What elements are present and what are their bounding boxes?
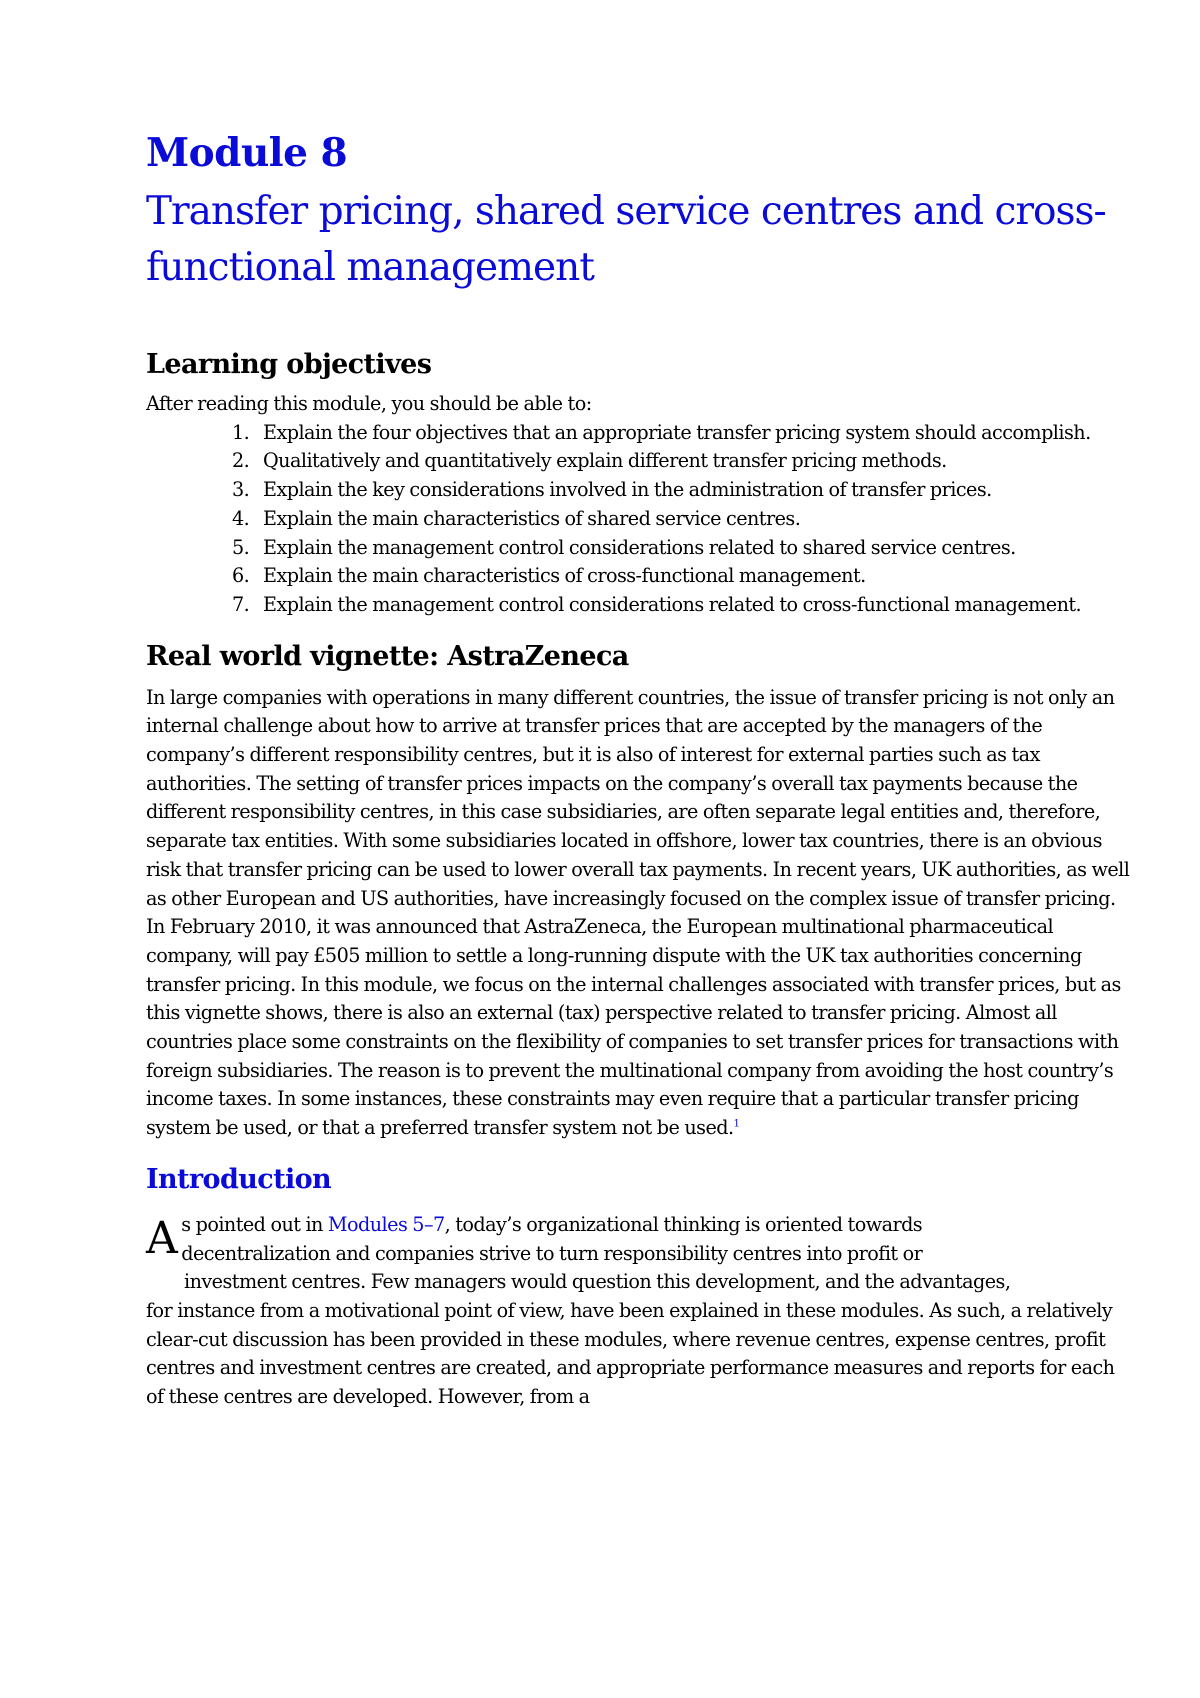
intro-rest: for instance from a motivational point of view, have been explained in these modules. As such, a relatively clear-cut discussion has been provided in these modules, where revenue centres, expense centres, profit centres and investment centres are created, and appropriate performance measures and reports for each of these centres are developed. However, from a [146, 1298, 1115, 1409]
objective-text: Explain the four objectives that an appropriate transfer pricing system should accomplish. [263, 420, 1091, 444]
introduction-heading: Introduction [146, 1163, 332, 1195]
objective-text: Qualitatively and quantitatively explain different transfer pricing methods. [263, 449, 947, 473]
objective-number: 6. [232, 564, 250, 588]
objective-number: 4. [232, 506, 250, 530]
modules-5-7-link[interactable]: Modules 5–7 [327, 1212, 445, 1236]
intro-line-2: decentralization and companies strive to turn responsibility centres into profit or [181, 1241, 923, 1265]
objective-item [146, 591, 1136, 620]
document-page [146, 128, 1136, 1412]
module-number-heading: Module 8 [146, 130, 348, 176]
objective-item [146, 534, 1136, 563]
objective-text: Explain the main characteristics of shared service centres. [263, 506, 801, 530]
objective-number: 2. [232, 449, 250, 473]
objective-number: 5. [232, 535, 250, 559]
objective-item [146, 476, 1136, 505]
intro-text-segment: s pointed out in [181, 1212, 328, 1236]
introduction-paragraph [146, 1211, 1136, 1412]
intro-line-3: investment centres. Few managers would question this development, and the advantages, [184, 1270, 1011, 1294]
vignette-paragraph [146, 684, 1136, 1143]
objective-item [146, 447, 1136, 476]
objective-number: 1. [232, 420, 250, 444]
objective-text: Explain the main characteristics of cross-functional management. [263, 564, 866, 588]
module-title-heading: Transfer pricing, shared service centres and cross-functional management [146, 189, 1106, 290]
objective-text: Explain the management control considerations related to shared service centres. [263, 535, 1016, 559]
objective-item [146, 419, 1136, 448]
objective-item [146, 562, 1136, 591]
learning-objectives-list [146, 419, 1136, 620]
intro-text-segment: , today’s organizational thinking is oriented towards [444, 1212, 923, 1236]
learning-objectives-lead: After reading this module, you should be able to: [146, 392, 592, 415]
footnote-reference-link[interactable]: 1 [733, 1118, 740, 1130]
drop-cap-letter: A [146, 1212, 178, 1264]
vignette-text: In large companies with operations in many different countries, the issue of transfer pricing is not only an internal challenge about how to arrive at transfer prices that are accepted by the managers of the company’s different responsibility centres, but it is also of interest for external parties such as tax authorities. The setting of transfer prices impacts on the company’s overall tax payments because the different responsibility centres, in this case subsidiaries, are often separate legal entities and, therefore, separate tax entities. With some subsidiaries located in offshore, lower tax countries, there is an obvious risk that transfer pricing can be used to lower overall tax payments. In recent years, UK authorities, as well as other European and US authorities, have increasingly focused on the complex issue of transfer pricing. In February 2010, it was announced that AstraZeneca, the European multinational pharmaceutical company, will pay £505 million to settle a long-running dispute with the UK tax authorities concerning transfer pricing. In this module, we focus on the internal challenges associated with transfer prices, but as this vignette shows, there is also an external (tax) perspective related to transfer pricing. Almost all countries place some constraints on the flexibility of companies to set transfer prices for transactions with foreign subsidiaries. The reason is to prevent the multinational company from avoiding the host country’s income taxes. In some instances, these constraints may even require that a particular transfer pricing system be used, or that a preferred transfer system not be used. [146, 685, 1130, 1140]
learning-objectives-heading: Learning objectives [146, 349, 432, 380]
objective-text: Explain the key considerations involved in the administration of transfer prices. [263, 478, 992, 502]
objective-text: Explain the management control considerations related to cross-functional management. [263, 592, 1082, 616]
objective-item [146, 505, 1136, 534]
objective-number: 7. [232, 592, 250, 616]
intro-line-1 [146, 1211, 1136, 1240]
vignette-heading: Real world vignette: AstraZeneca [146, 640, 629, 672]
objective-number: 3. [232, 478, 250, 502]
